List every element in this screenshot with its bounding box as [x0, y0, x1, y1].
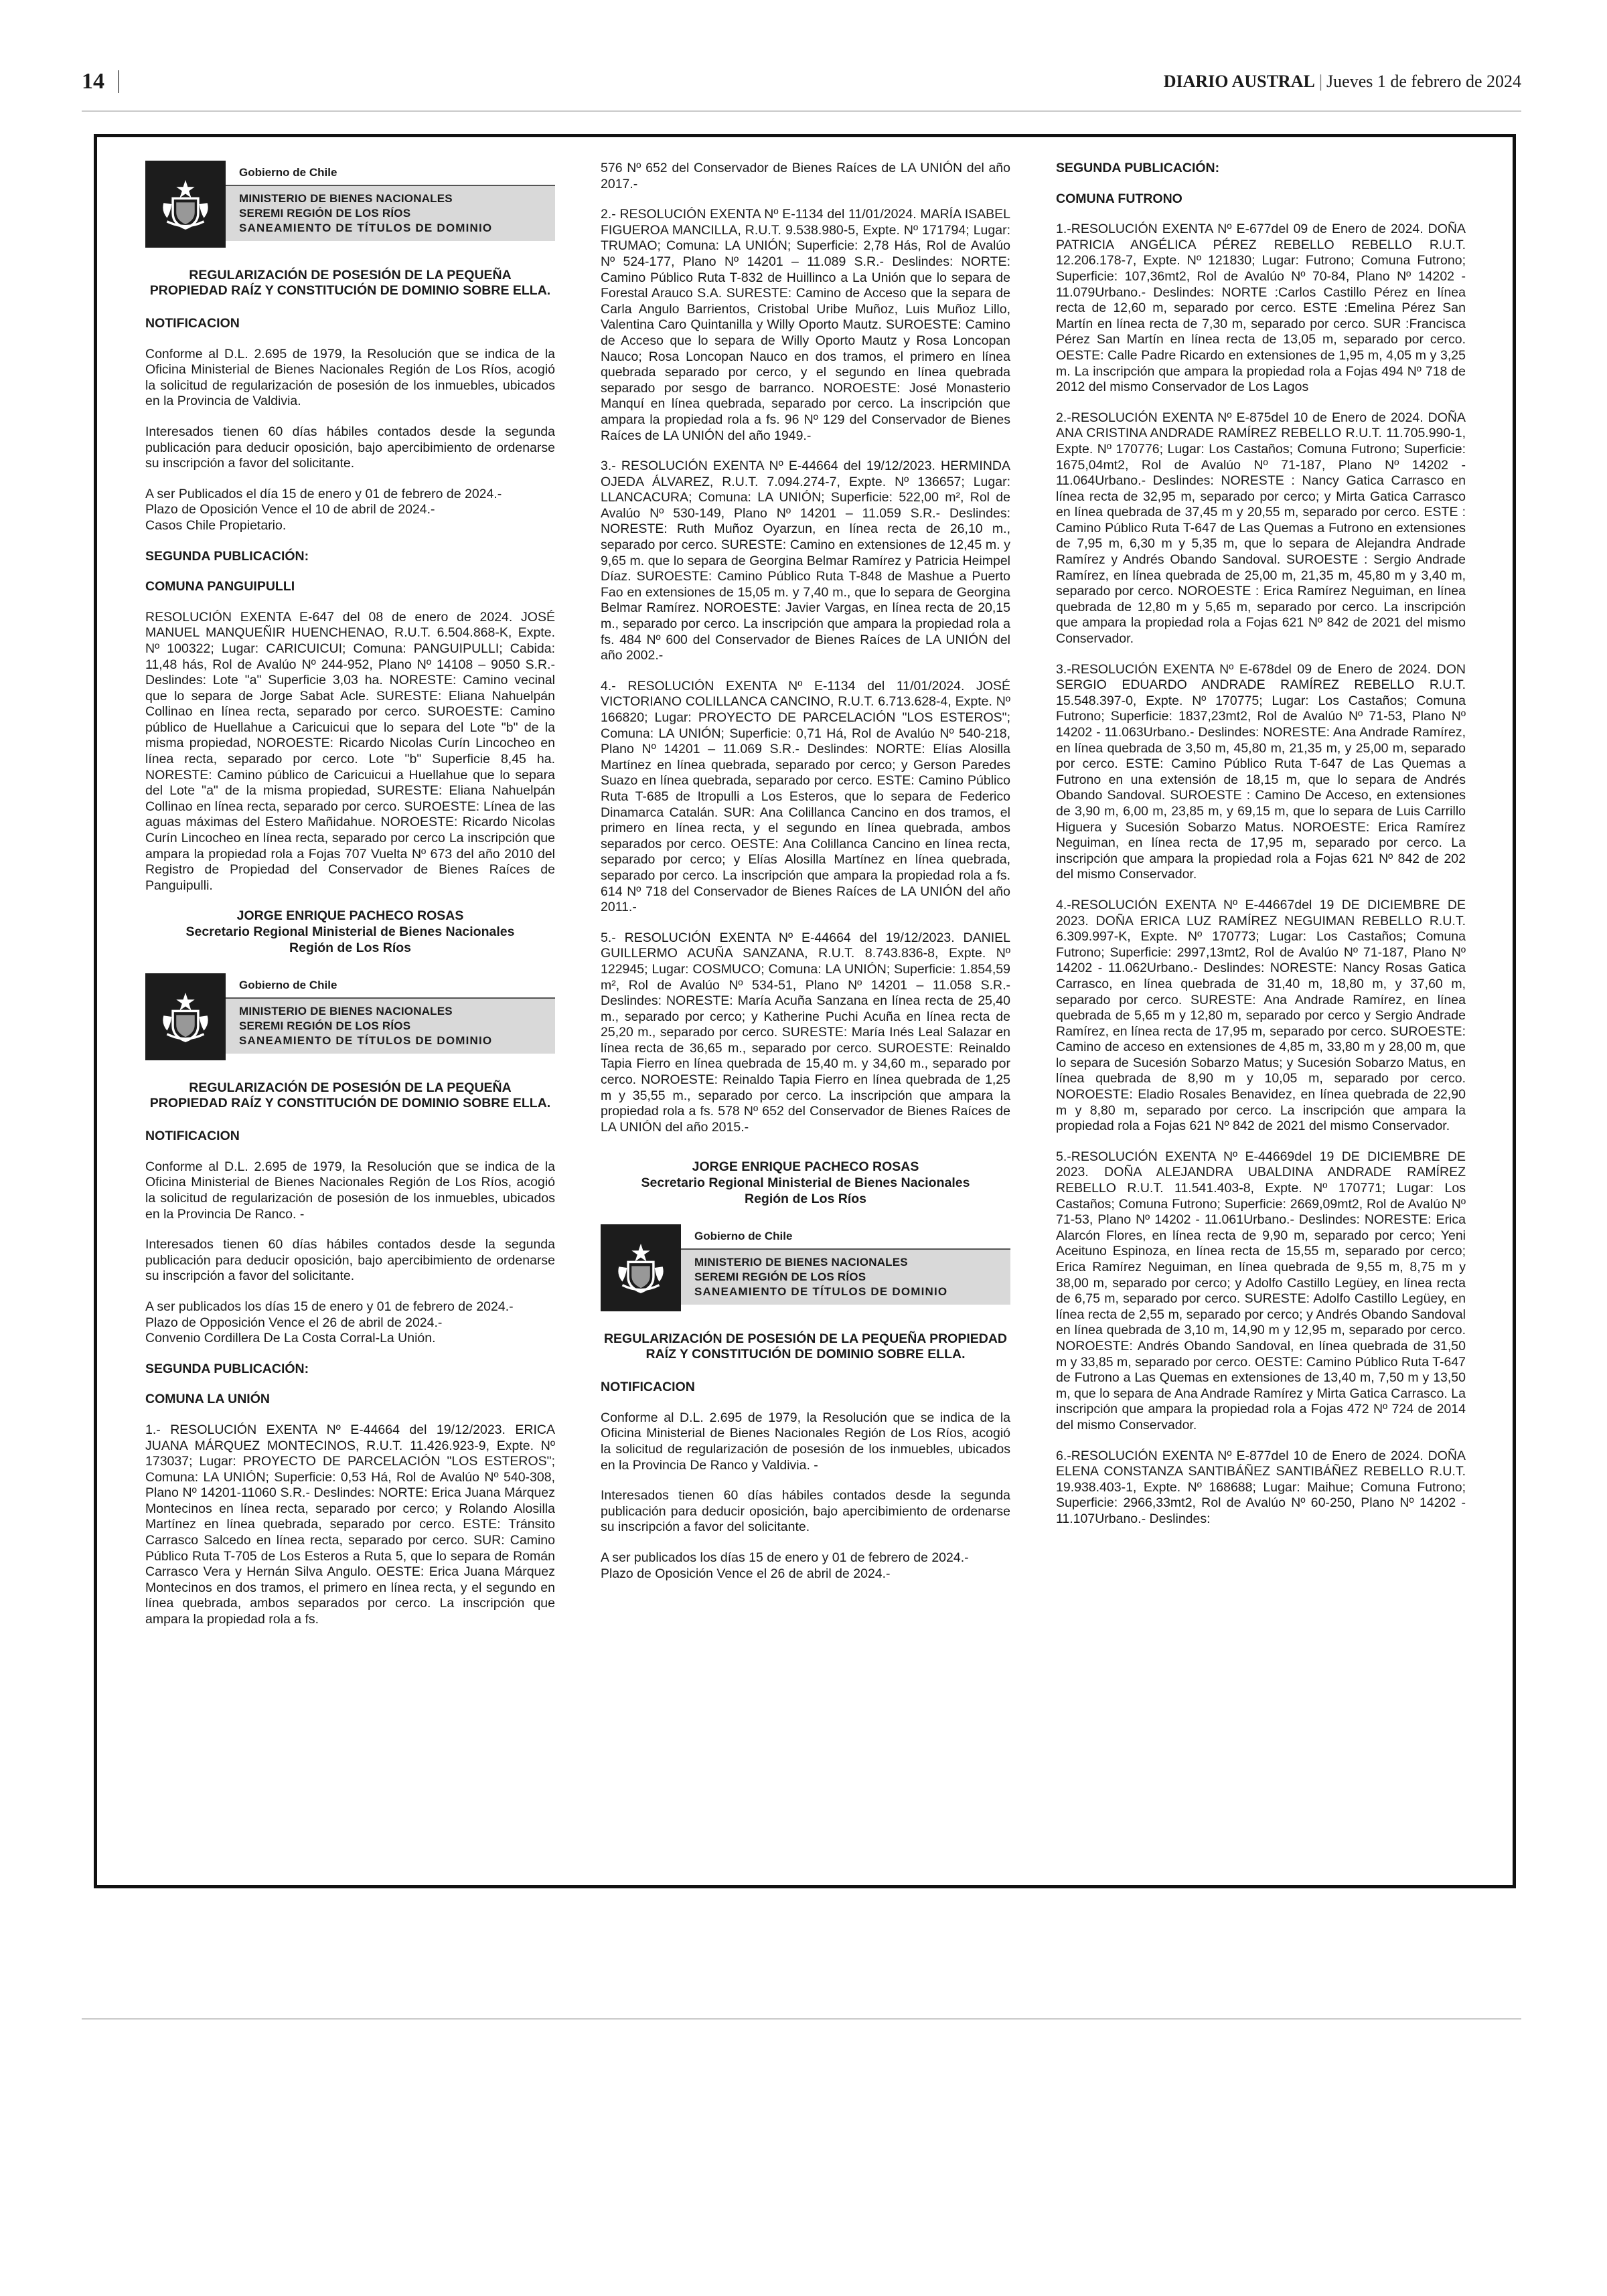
notice-title	[145, 1080, 555, 1111]
notice-title-line-2: RAÍZ Y CONSTITUCIÓN DE DOMINIO SOBRE ELLA.	[645, 1347, 966, 1362]
notice-dates: A ser publicados los días 15 de enero y 01 de febrero de 2024.- Plazo de Opposición Vence el 26 de abril de 2024.- Convenio Cordillera De La Costa Corral-La Unión.	[145, 1299, 514, 1346]
comuna-heading: COMUNA FUTRONO	[1056, 191, 1182, 206]
ministry-header-box	[681, 1224, 1010, 1311]
resolution-entry: RESOLUCIÓN EXENTA E-647 del 08 de enero de 2024. JOSÉ MANUEL MANQUEÑIR HUENCHENAO, R.U.T. 6.504.868-K, Expte. Nº 100322; Lugar: CARICUICUI; Comuna: PANGUIPULLI; Cabida: 11,48 hás, Rol de Avalúo Nº 244-952, Plano Nº 14108 – 9050 S.R.- Deslindes: Lote "a" Superficie 3,03 ha. NORESTE: Camino vecinal que lo separa de Jorge Sabat Acle. SURESTE: Eliana Nahuelpán Collinao en línea recta, separado por cerco. SUROESTE: Camino público de Huellahue a Caricuicui que lo separa del Lote "b" de la misma propiedad, NOROESTE: Ricardo Nicolas Curín Lincocheo en línea recta, separado por cerco. Lote "b" Superficie 8,45 ha. NORESTE: Camino público de Caricuicui a Huellahue que lo separa del Lote "a" de la misma propiedad, SURESTE: Eliana Nahuelpán Collinao en línea recta, separado por cerco. SUROESTE: Línea de las aguas máximas del Estero Mañidahue. NOROESTE: Ricardo Nicolas Curín Lincocheo en línea recta, separado por cerco La inscripción que ampara la propiedad rola a Fojas 707 Vuelta Nº 673 del año 2010 del Registro de Propiedad del Conservador de Bienes Raíces de Panguipulli.	[145, 609, 555, 893]
government-label: Gobierno de Chile	[681, 1224, 1010, 1250]
signer-region: Región de Los Ríos	[289, 940, 411, 955]
notice-intro: Conforme al D.L. 2.695 de 1979, la Resolución que se indica de la Oficina Ministerial de Bienes Nacionales Región de Los Ríos, acogió la solicitud de regularización de posesión de los inmuebles, ubicados en la Provincia De Ranco. -	[145, 1159, 555, 1222]
ministry-header	[145, 973, 555, 1060]
program-name: SANEAMIENTO DE TÍTULOS DE DOMINIO	[239, 221, 493, 234]
page-number: 14	[82, 69, 104, 94]
resolution-entry: 6.-RESOLUCIÓN EXENTA Nº E-877del 10 de Enero de 2024. DOÑA ELENA CONSTANZA SANTIBÁÑEZ SANTIBÁÑEZ REBELLO R.U.T. 19.938.403-1, Expte. Nº 168688; Lugar: Maihue; Comuna Futrono; Superficie: 2966,33mt2, Rol de Avalúo Nº 60-250, Plano Nº 14202 - 11.107Urbano.- Deslindes:	[1056, 1448, 1466, 1526]
notice-intro: Conforme al D.L. 2.695 de 1979, la Resolución que se indica de la Oficina Ministerial de Bienes Nacionales Región de Los Ríos, acogió la solicitud de regularización de posesión de los inmuebles, ubicados en la Provincia de Valdivia.	[145, 346, 555, 409]
notice-intro: Conforme al D.L. 2.695 de 1979, la Resolución que se indica de la Oficina Ministerial de Bienes Nacionales Región de Los Ríos, acogió la solicitud de regularización de posesión de los inmuebles, ubicados en la Provincia De Ranco y Valdivia. -	[601, 1410, 1010, 1473]
notificacion-label: NOTIFICACION	[145, 1129, 240, 1144]
seremi-name: SEREMI REGIÓN DE LOS RÍOS	[239, 206, 411, 220]
ministry-header-box	[226, 161, 555, 248]
newspaper-name: DIARIO AUSTRAL	[1163, 72, 1315, 91]
program-name: SANEAMIENTO DE TÍTULOS DE DOMINIO	[239, 1034, 493, 1047]
resolution-entry: 1.- RESOLUCIÓN EXENTA Nº E-44664 del 19/12/2023. ERICA JUANA MÁRQUEZ MONTECINOS, R.U.T. 11.426.923-9, Expte. Nº 173037; Lugar: PROYECTO DE PARCELACIÓN "LOS ESTEROS"; Comuna: LA UNIÓN; Superficie: 0,53 Há, Rol de Avalúo Nº 540-308, Plano Nº 14201-11060 S.R.- Deslindes: NORTE: Erica Juana Márquez Montecinos en línea recta, separado por cerco; y Rolando Alosilla Martínez en línea quebrada, separado por cerco. ESTE: Tránsito Carrasco Salcedo en línea recta, separado por cerco. SUR: Camino Público Ruta T-705 de Los Esteros a Ruta 5, que lo separa de Román Carrasco Vera y Hernán Silva Angulo. OESTE: Erica Juana Márquez Montecinos en dos tramos, el primero en línea recta, y el segundo en línea quebrada, ambos separados por cerco. La inscripción que ampara la propiedad rola a fs.	[145, 1422, 555, 1627]
gobierno-crest-icon	[601, 1224, 681, 1311]
signer-title: Secretario Regional Ministerial de Bienes Nacionales	[641, 1175, 970, 1191]
segunda-publicacion-label: SEGUNDA PUBLICACIÓN:	[145, 1361, 309, 1376]
notice-title-line-2: PROPIEDAD RAÍZ Y CONSTITUCIÓN DE DOMINIO SOBRE ELLA.	[149, 1096, 551, 1111]
notice-interest: Interesados tienen 60 días hábiles contados desde la segunda publicación para deducir oposición, bajo apercibimiento de ordenarse su inscripción a favor del solicitante.	[601, 1488, 1010, 1535]
resolution-entry: 5.-RESOLUCIÓN EXENTA Nº E-44669del 19 DE DICIEMBRE DE 2023. DOÑA ALEJANDRA UBALDINA ANDRADE RAMÍREZ REBELLO R.U.T. 11.541.403-8, Expte. Nº 170771; Lugar: Los Castaños; Comuna Futrono; Superficie: 2669,09mt2, Rol de Avalúo Nº 71-53, Plano Nº 14202 - 11.061Urbano.- Deslindes: NORESTE: Erica Alarcón Flores, en línea recta de 9,90 m, separado por cerco; Yeni Aceituno Espinoza, en línea recta de 15,55 m, separado por cerco; Erica Ramírez Neguiman, en línea quebrada de 9,55 m, 8,75 m y 38,00 m, separado por cerco; y Adolfo Castillo Legüey, en línea recta de 6,75 m, separado por cerco. SURESTE: Adolfo Castillo Legüey, en línea recta de 2,55 m, separado por cerco; y Andrés Obando Sandoval en línea quebrada de 3,10 m, 14,90 m y 12,95 m, separado por cerco. NOROESTE: Andrés Obando Sandoval, en línea quebrada de 31,50 m y 33,85 m, separado por cerco. OESTE: Camino Público Ruta T-647 de Futrono a Las Quemas en extensiones de 13,40 m, 7,50 m y 13,50 m, que lo separa de Ana Andrade Ramírez y Mirta Gatica Carrasco. La inscripción que ampara la propiedad rola a Fojas 472 Nº 724 de 2014 del mismo Conservador.	[1056, 1149, 1466, 1432]
masthead-separator: |	[1318, 72, 1323, 91]
notice-title-line-1: REGULARIZACIÓN DE POSESIÓN DE LA PEQUEÑA PROPIEDAD	[603, 1331, 1008, 1347]
ministry-header	[145, 161, 555, 248]
ministry-name: MINISTERIO DE BIENES NACIONALES	[694, 1255, 908, 1268]
masthead	[1164, 72, 1521, 92]
column-3	[1056, 161, 1466, 1528]
seremi-name: SEREMI REGIÓN DE LOS RÍOS	[694, 1270, 866, 1283]
ministry-lines	[226, 186, 555, 241]
resolution-entry: 5.- RESOLUCIÓN EXENTA Nº E-44664 del 19/12/2023. DANIEL GUILLERMO ACUÑA SANZANA, R.U.T. 8.743.836-8, Expte. Nº 122945; Lugar: COSMUCO; Comuna: LA UNIÓN; Superficie: 1.854,59 m², Rol de Avalúo Nº 534-51, Plano Nº 14201 – 11.058 S.R.- Deslindes: NORESTE: María Acuña Sanzana en línea recta de 25,40 m., separado por cerco; y Katherine Puchi Acuña en línea recta de 25,20 m., separado por cerco. SURESTE: María Inés Leal Salazar en línea recta de 36,65 m., separado por cerco. SUROESTE: Reinaldo Tapia Fierro en línea quebrada de 15,40 m. y 34,60 m., separado por cerco. NOROESTE: Reinaldo Tapia Fierro en línea quebrada de 1,25 m y 35,55 m., separado por cerco. La inscripción que ampara la propiedad rola a fs. 578 Nº 652 del Conservador de Bienes Raíces de LA UNIÓN del año 2015.-	[601, 930, 1010, 1135]
resolution-entry: 3.-RESOLUCIÓN EXENTA Nº E-678del 09 de Enero de 2024. DON SERGIO EDUARDO ANDRADE RAMÍREZ REBELLO R.U.T. 15.548.397-0, Expte. Nº 170775; Lugar: Los Castaños; Comuna Futrono; Superficie: 1837,23mt2, Rol de Avalúo Nº 71-53, Plano Nº 14202 - 11.063Urbano.- Deslindes: NORESTE: Ana Andrade Ramírez, en línea quebrada de 3,50 m, 45,80 m, 21,35 m, y 25,00 m, separado por cerco. ESTE: Camino Público Ruta T-647 de Las Quemas a Futrono en una extensión de 18,15 m, que lo separa de Andrés Obando Sandoval. SUROESTE : Camino De Acceso, en extensiones de 3,90 m, 6,00 m, 23,85 m, y 69,15 m, que lo separa de Luis Carrillo Higuera y Sucesión Sobarzo Matus. NOROESTE: Erica Ramírez Neguiman, en línea recta de 17,95 m, separado por cerco. La inscripción que ampara la propiedad rola a Fojas 621 Nº 842 de 202 del mismo Conservador.	[1056, 661, 1466, 882]
segunda-publicacion-label: SEGUNDA PUBLICACIÓN:	[145, 548, 309, 564]
gobierno-crest-icon	[145, 161, 226, 248]
ministry-name: MINISTERIO DE BIENES NACIONALES	[239, 1004, 453, 1017]
resolution-entry: 4.-RESOLUCIÓN EXENTA Nº E-44667del 19 DE DICIEMBRE DE 2023. DOÑA ERICA LUZ RAMÍREZ NEGUIMAN REBELLO R.U.T. 6.309.997-K, Expte. Nº 170773; Lugar: Los Castaños; Comuna Futrono; Superficie: 2997,13mt2, Rol de Avalúo Nº 71-187, Plano Nº 14202 - 11.062Urbano.- Deslindes: NORESTE: Nancy Rosas Gatica Carrasco, en línea quebrada de 31,40 m, 18,80 m, y 37,60 m, separado por cerco. SURESTE: Ana Andrade Ramírez, en línea quebrada de 5,65 m y 12,80 m, separado por cerco y Sergio Andrade Ramírez, en línea recta de 17,95 m, separado por cerco. SUROESTE: Camino de acceso en extensiones de 4,85 m, 33,80 m y 28,00 m, que lo separa de Sucesión Sobarzo Matus; y Sucesión Sobarzo Matus, en línea quebrada de 8,90 m y 10,05 m, separado por cerco. NOROESTE: Eladio Rosales Benavidez, en línea quebrada de 22,90 m y 8,80 m, separado por cerco. La inscripción que ampara la propiedad rola a Fojas 621 Nº 842 de 2021 del mismo Conservador.	[1056, 897, 1466, 1134]
notice-interest: Interesados tienen 60 días hábiles contados desde la segunda publicación para deducir oposición, bajo apercibimiento de ordenarse su inscripción a favor del solicitante.	[145, 424, 555, 471]
ministry-lines	[226, 999, 555, 1054]
signer-region: Región de Los Ríos	[744, 1191, 866, 1206]
notice-title-line-2: PROPIEDAD RAÍZ Y CONSTITUCIÓN DE DOMINIO SOBRE ELLA.	[149, 283, 551, 298]
notice-title	[601, 1331, 1010, 1362]
resolution-entry: 2.-RESOLUCIÓN EXENTA Nº E-875del 10 de Enero de 2024. DOÑA ANA CRISTINA ANDRADE RAMÍREZ REBELLO R.U.T. 11.705.990-1, Expte. Nº 170776; Lugar: Los Castaños; Comuna Futrono; Superficie: 1675,04mt2, Rol de Avalúo Nº 71-187, Plano Nº 14202 - 11.064Urbano.- Deslindes: NORESTE : Nancy Gatica Carrasco en línea recta de 32,95 m, separado por cerco; y Mirta Gatica Carrasco en línea quebrada de 37,45 m y 20,55 m, separado por cerco. ESTE : Camino Público Ruta T-647 de Las Quemas a Futrono en extensiones de 7,95 m, 6,30 m y 5,35 m, que lo separa de Alejandra Andrade Ramírez y Andrés Obando Sandoval. SUROESTE : Sergio Andrade Ramírez, en línea quebrada de 25,00 m, 21,35 m, 45,80 m y 3,40 m, separado por cerco. NOROESTE : Erica Ramírez Neguiman, en línea quebrada de 12,80 m y 5,65 m, separado por cerco. La inscripción que ampara la propiedad rola a Fojas 621 Nº 842 de 2021 del mismo Conservador.	[1056, 410, 1466, 647]
notice-title-line-1: REGULARIZACIÓN DE POSESIÓN DE LA PEQUEÑA	[189, 1080, 512, 1096]
government-label: Gobierno de Chile	[226, 161, 555, 186]
notice-title-line-1: REGULARIZACIÓN DE POSESIÓN DE LA PEQUEÑA	[189, 268, 512, 282]
notificacion-label: NOTIFICACION	[601, 1380, 695, 1395]
notificacion-label: NOTIFICACION	[145, 316, 240, 331]
signature-block	[145, 908, 555, 956]
seremi-name: SEREMI REGIÓN DE LOS RÍOS	[239, 1019, 411, 1032]
footer-rule	[82, 2018, 1521, 2020]
notice-dates: A ser publicados los días 15 de enero y 01 de febrero de 2024.- Plazo de Oposición Vence el 26 de abril de 2024.-	[601, 1550, 969, 1581]
resolution-entry: 2.- RESOLUCIÓN EXENTA Nº E-1134 del 11/01/2024. MARÍA ISABEL FIGUEROA MANCILLA, R.U.T. 9.538.980-5, Expte. Nº 171794; Lugar: TRUMAO; Comuna: LA UNIÓN; Superficie: 2,78 Hás, Rol de Avalúo Nº 524-177, Plano Nº 14201 – 11.089 S.R.- Deslindes: NORTE: Camino Público Ruta T-832 de Huillinco a La Unión que lo separa de Forestal Arauco S.A. SURESTE: Camino de Acceso que la separa de Carla Angulo Barrientos, Cristobal Uribe Muñoz, Luis Muñoz Lillo, Valentina Caro Quintanilla y Willy Oporto Mautz. SUROESTE: Camino de Acceso que lo separa de Willy Oporto Mautz y Rosa Loncopan Nauco; Rosa Loncopan Nauco en dos tramos, el primero en línea quebrada separado por cerco, y el segundo en línea quebrada separado por sesgo de barranco. NOROESTE: José Monasterio Manquí en línea quebrada, separado por cerco. La inscripción que ampara la propiedad rola a fs. 96 Nº 129 del Conservador de Bienes Raíces de LA UNIÓN del año 1949.-	[601, 207, 1010, 443]
signer-title: Secretario Regional Ministerial de Bienes Nacionales	[185, 924, 515, 939]
issue-date: Jueves 1 de febrero de 2024	[1326, 72, 1521, 91]
gobierno-crest-icon	[145, 973, 226, 1060]
signature-block	[601, 1159, 1010, 1207]
ministry-header-box	[226, 973, 555, 1060]
resolution-entry: 1.-RESOLUCIÓN EXENTA Nº E-677del 09 de Enero de 2024. DOÑA PATRICIA ANGÉLICA PÉREZ REBELLO REBELLO R.U.T. 12.206.178-7, Expte. Nº 121830; Lugar: Futrono; Comuna Futrono; Superficie: 107,36mt2, Rol de Avalúo Nº 70-84, Plano Nº 14202 - 11.079Urbano.- Deslindes: NORTE :Carlos Castillo Pérez en línea recta de 12,60 m, separado por cerco. ESTE :Emelina Pérez San Martín en línea recta de 7,30 m, separado por cerco. SUR :Francisca Pérez San Martín en línea recta de 13,05 m, separado por cerco. OESTE: Calle Padre Ricardo en extensiones de 1,95 m, 4,05 m y 3,25 m. La inscripción que ampara la propiedad rola a Fojas 494 Nº 718 de 2012 del mismo Conservador de Los Lagos	[1056, 222, 1466, 395]
column-1	[145, 161, 555, 1628]
ministry-lines	[681, 1250, 1010, 1305]
column-2	[601, 161, 1010, 1582]
program-name: SANEAMIENTO DE TÍTULOS DE DOMINIO	[694, 1285, 948, 1298]
legal-notice-frame	[94, 134, 1516, 1888]
comuna-heading: COMUNA PANGUIPULLI	[145, 579, 295, 594]
resolution-entry: 3.- RESOLUCIÓN EXENTA Nº E-44664 del 19/12/2023. HERMINDA OJEDA ÁLVAREZ, R.U.T. 7.094.274-7, Expte. Nº 136657; Lugar: LLANCACURA; Comuna: LA UNIÓN; Superficie: 522,00 m², Rol de Avalúo Nº 530-149, Plano Nº 14201 – 11.059 S.R.- Deslindes: NORESTE: Ruth Muñoz Oyarzun, en línea recta de 26,10 m., separado por cerco. SURESTE: Camino en extensiones de 12,45 m. y 9,65 m. que lo separa de Georgina Belmar Ramírez y Patricia Heimpel Díaz. SUROESTE: Camino Público Ruta T-848 de Mashue a Puerto Fao en extensiones de 15,05 m. y 7,40 m., que lo separa de Georgina Belmar Ramírez. NOROESTE: Javier Vargas, en línea recta de 20,15 m., separado por cerco. La inscripción que ampara la propiedad rola a fs. 484 Nº 600 del Conservador de Bienes Raíces de LA UNIÓN del año 2002.-	[601, 459, 1010, 663]
resolution-entry: 4.- RESOLUCIÓN EXENTA Nº E-1134 del 11/01/2024. JOSÉ VICTORIANO COLILLANCA CANCINO, R.U.T. 6.713.628-4, Expte. Nº 166820; Lugar: PROYECTO DE PARCELACIÓN "LOS ESTEROS"; Comuna: LA UNIÓN; Superficie: 0,71 Há, Rol de Avalúo Nº 540-218, Plano Nº 14201 – 11.069 S.R.- Deslindes: NORTE: Elías Alosilla Martínez en línea quebrada, separado por cerco; y Gerson Paredes Suazo en línea quebrada, separado por cerco. ESTE: Camino Público Ruta T-685 de Itropulli a Los Esteros, que lo separa de Federico Dinamarca Catalán. SUR: Ana Colillanca Cancino en dos tramos, el primero en línea recta, y el segundo en línea quebrada, ambos separados por cerco. OESTE: Ana Colillanca Cancino en línea recta, separado por cerco; y Elías Alosilla Martínez en línea quebrada, separado por cerco. La inscripción que ampara la propiedad rola a fs. 614 Nº 718 del Conservador de Bienes Raíces de LA UNIÓN del año 2011.-	[601, 678, 1010, 915]
notice-dates: A ser Publicados el día 15 de enero y 01 de febrero de 2024.- Plazo de Oposición Vence el 10 de abril de 2024.- Casos Chile Propietario.	[145, 486, 502, 533]
signer-name: JORGE ENRIQUE PACHECO ROSAS	[236, 908, 464, 924]
ministry-header	[601, 1224, 1010, 1311]
notice-interest: Interesados tienen 60 días hábiles contados desde la segunda publicación para deducir oposición, bajo apercibimiento de ordenarse su inscripción a favor del solicitante.	[145, 1237, 555, 1284]
government-label: Gobierno de Chile	[226, 973, 555, 999]
resolution-entry-continued: 576 Nº 652 del Conservador de Bienes Raíces de LA UNIÓN del año 2017.-	[601, 161, 1010, 191]
ministry-name: MINISTERIO DE BIENES NACIONALES	[239, 191, 453, 205]
page-header	[82, 64, 1521, 112]
segunda-publicacion-label: SEGUNDA PUBLICACIÓN:	[1056, 161, 1220, 175]
notice-title	[145, 268, 555, 299]
signer-name: JORGE ENRIQUE PACHECO ROSAS	[692, 1159, 919, 1175]
page-number-divider	[118, 70, 119, 93]
comuna-heading: COMUNA LA UNIÓN	[145, 1392, 270, 1407]
